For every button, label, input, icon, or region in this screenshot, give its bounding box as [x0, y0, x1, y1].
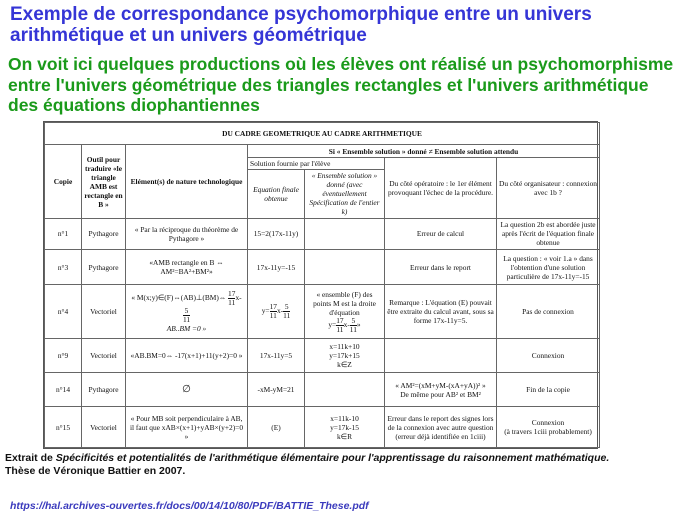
- cell-org: Fin de la copie: [497, 373, 600, 407]
- cell-outil: Vectoriel: [82, 338, 126, 373]
- header-equation: Equation finale obtenue: [248, 169, 305, 218]
- cell-outil: Pythagore: [82, 219, 126, 250]
- cell-outil: Vectoriel: [82, 407, 126, 448]
- cell-op: Erreur dans le report: [385, 249, 497, 285]
- header-operatoire: Du côté opératoire : le 1er élément provoquant l'échec de la procédure.: [385, 157, 497, 218]
- cell-element: ∅: [126, 373, 248, 407]
- table-row: [45, 285, 600, 338]
- thesis-title: Spécificités et potentialités de l'arithmétique élémentaire pour l'apprentissage du raisonnement mathématique.: [55, 452, 610, 464]
- cell-eq: 17x-11y=5: [248, 338, 305, 373]
- cell-outil: Vectoriel: [82, 285, 126, 338]
- cell-copie: n°1: [45, 219, 82, 250]
- table-row: [45, 407, 600, 448]
- header-subgroup: Solution fournie par l'élève: [248, 157, 385, 169]
- cell-copie: n°15: [45, 407, 82, 448]
- header-organisateur: Du côté organisateur : connexion avec 1b ?: [497, 157, 600, 218]
- cell-ens: x=11k+10 y=17k+15 k∈Z: [305, 338, 385, 373]
- cell-copie: n°4: [45, 285, 82, 338]
- cell-ens: [305, 219, 385, 250]
- table-banner: DU CADRE GEOMETRIQUE AU CADRE ARITHMETIQUE: [45, 123, 600, 145]
- cell-element: « Par la réciproque du théorème de Pythagore »: [126, 219, 248, 250]
- cell-eq: (E): [248, 407, 305, 448]
- cell-op: Erreur dans le report des signes lors de la connexion avec autre question (erreur déjà identifiée en 1ciii): [385, 407, 497, 448]
- cell-org: Connexion (à travers 1ciii probablement): [497, 407, 600, 448]
- source-link[interactable]: https://hal.archives-ouvertes.fr/docs/00/14/10/80/PDF/BATTIE_These.pdf: [10, 500, 369, 512]
- cell-org: Connexion: [497, 338, 600, 373]
- cell-eq: 17x-11y=-15: [248, 249, 305, 285]
- cell-element: « M(x;y)∈(F)⇔(AB)⊥(BM)⇔ $\frac{17}{11}$ x- $\frac{5}{11}$ AB..BM =0 »: [126, 285, 248, 338]
- cell-op: [385, 338, 497, 373]
- header-group: Si « Ensemble solution » donné ≠ Ensemble solution attendu: [248, 145, 600, 157]
- table-row: [45, 249, 600, 285]
- cell-copie: n°14: [45, 373, 82, 407]
- cell-op: Erreur de calcul: [385, 219, 497, 250]
- header-ensemble: « Ensemble solution » donné (avec éventuellement Spécification de l'entier k): [305, 169, 385, 218]
- cell-ens: [305, 249, 385, 285]
- header-element: Elément(s) de nature technologique: [126, 145, 248, 219]
- table-row: [45, 373, 600, 407]
- cell-eq: 15=2(17x-11y): [248, 219, 305, 250]
- cell-outil: Pythagore: [82, 373, 126, 407]
- cell-org: La question 2b est abordée juste après l'écrit de l'équation finale obtenue: [497, 219, 600, 250]
- cell-copie: n°9: [45, 338, 82, 373]
- source-caption: Extrait de Spécificités et potentialités de l'arithmétique élémentaire pour l'apprentissage du raisonnement mathématique. Thèse de Véronique Battier en 2007.: [5, 452, 610, 477]
- cell-eq: y= $\frac{17}{11}$ x- $\frac{5}{11}$: [248, 285, 305, 338]
- cell-ens: « ensemble (F) des points M est la droite d'équation y= $\frac{17}{11}$ x- $\frac{5}{11}$ »: [305, 285, 385, 338]
- thesis-table: [43, 121, 598, 449]
- header-copie: Copie: [45, 145, 82, 219]
- cell-ens: [305, 373, 385, 407]
- cell-element: «AMB rectangle en B ⇔ AM²=BA²+BM²»: [126, 249, 248, 285]
- cell-op: « AM²=(xM+yM-(xA+yA))² » De même pour AB² et BM²: [385, 373, 497, 407]
- header-outil: Outil pour traduire «le triangle AMB est rectangle en B »: [82, 145, 126, 219]
- cell-element: « Pour MB soit perpendiculaire à AB, il faut que xAB×(x+1)+yAB×(y+2)=0 »: [126, 407, 248, 448]
- cell-op: Remarque : L'équation (E) pouvait être extraite du calcul avant, sous sa forme 17x-11y=5.: [385, 285, 497, 338]
- cell-eq: -xM-yM=21: [248, 373, 305, 407]
- data-table: [44, 122, 600, 448]
- cell-copie: n°3: [45, 249, 82, 285]
- slide-subtitle: On voit ici quelques productions où les élèves ont réalisé un psychomorphisme entre l'univers géométrique des triangles rectangles et l'univers arithmétique des équations diophantiennes: [8, 54, 674, 115]
- cell-outil: Pythagore: [82, 249, 126, 285]
- cell-ens: x=11k-10 y=17k-15 k∈R: [305, 407, 385, 448]
- cell-element: «AB.BM=0⇔ -17(x+1)+11(y+2)=0 »: [126, 338, 248, 373]
- table-row: [45, 219, 600, 250]
- slide-title: Exemple de correspondance psychomorphique entre un univers arithmétique et un univers géométrique: [10, 4, 592, 46]
- cell-org: La question : « voir 1.a » dans l'obtention d'une solution particulière de 17x-11y=-15: [497, 249, 600, 285]
- table-row: [45, 338, 600, 373]
- cell-org: Pas de connexion: [497, 285, 600, 338]
- thesis-author-line: Thèse de Véronique Battier en 2007.: [5, 465, 186, 477]
